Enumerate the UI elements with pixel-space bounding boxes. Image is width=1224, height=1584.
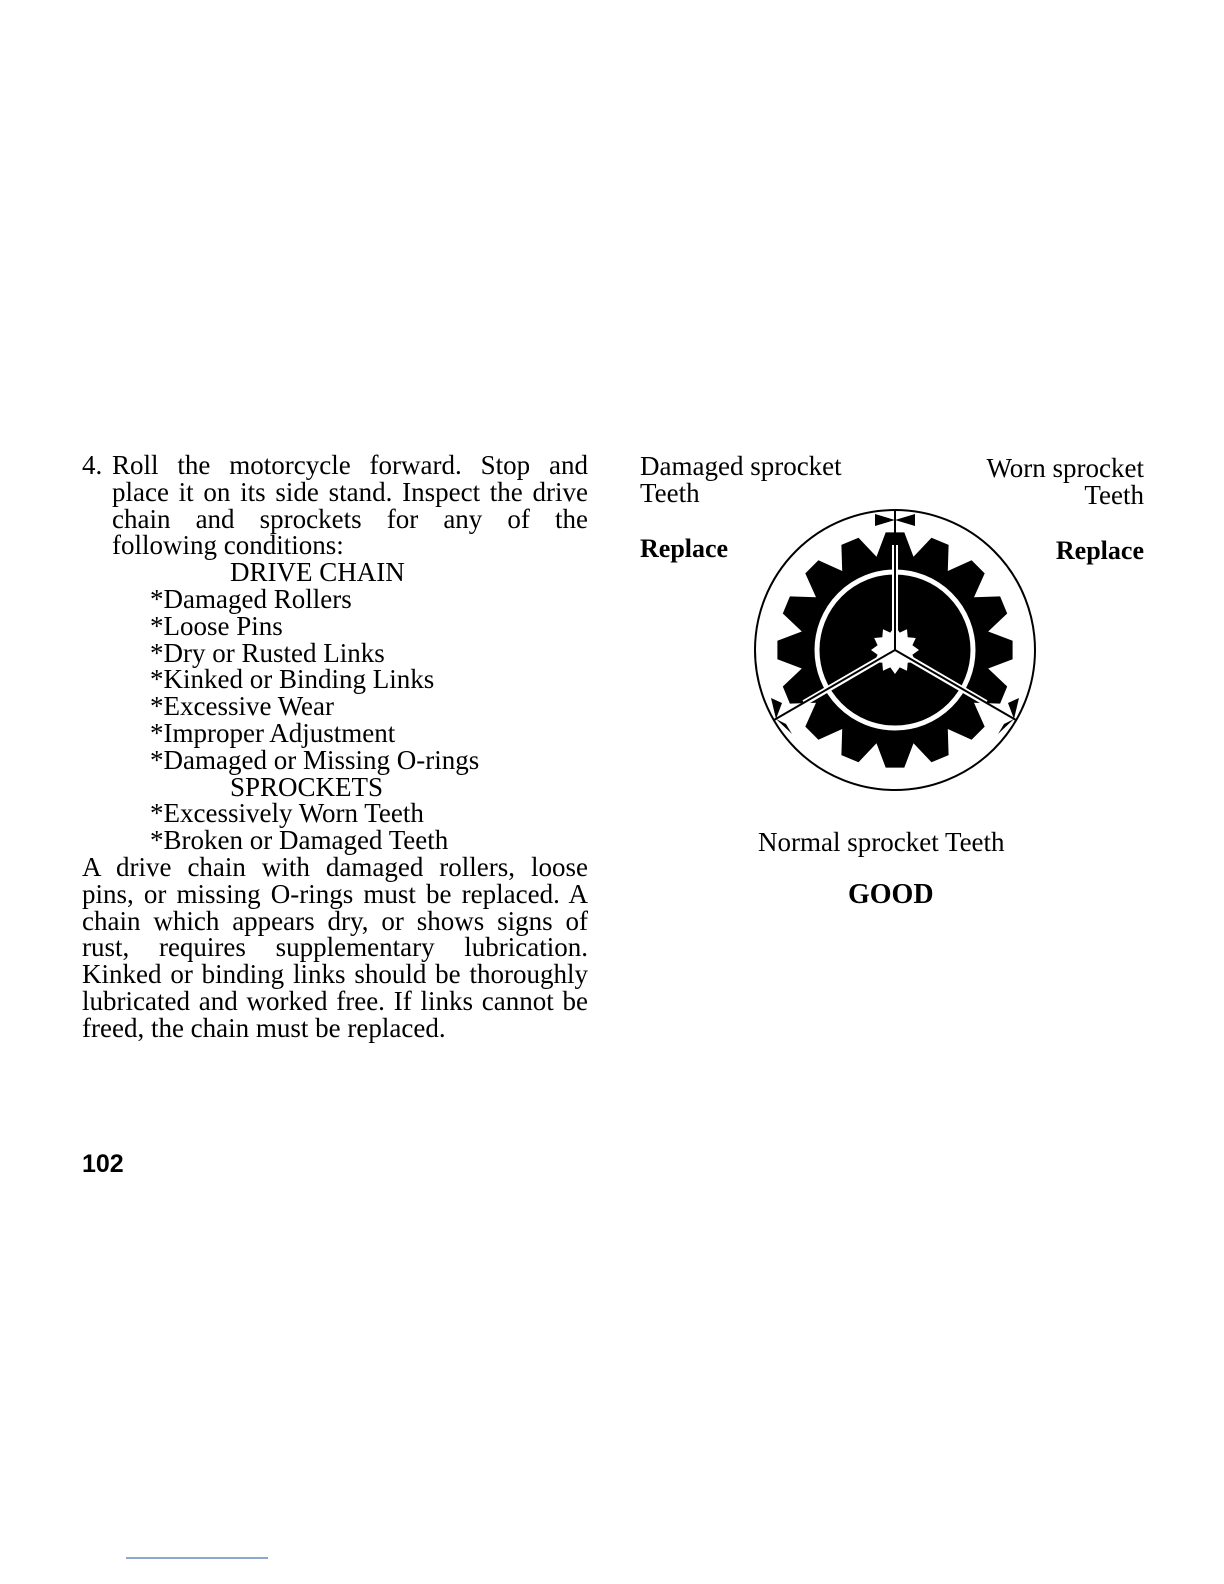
replace-right-label: Replace: [1055, 536, 1144, 565]
good-label: GOOD: [848, 879, 934, 910]
sprocket-item: *Excessively Worn Teeth: [150, 798, 424, 829]
drive-chain-item: *Damaged Rollers: [150, 583, 352, 614]
drive-chain-item: *Improper Adjustment: [150, 717, 396, 748]
damaged-sprocket-label: [640, 453, 842, 507]
sprocket-illustration: [740, 505, 1050, 805]
instructions-column: [82, 452, 588, 1042]
arrowhead-top-right: [895, 514, 915, 526]
drive-chain-item: *Damaged or Missing O-rings: [150, 744, 480, 775]
normal-sprocket-label: Normal sprocket Teeth: [758, 827, 1005, 857]
drive-chain-item: *Dry or Rusted Links: [150, 637, 385, 668]
worn-sprocket-label: [986, 455, 1144, 509]
step-4: [82, 452, 588, 559]
sprocket-drawing: [755, 510, 1035, 790]
step-number: 4.: [82, 450, 103, 480]
page-number: 102: [82, 1150, 124, 1178]
footer-rule: [126, 1557, 268, 1559]
drive-chain-item: *Kinked or Binding Links: [150, 664, 435, 695]
drive-chain-item: *Excessive Wear: [150, 691, 335, 722]
arrowhead-top-left: [875, 514, 895, 526]
sprockets-heading: SPROCKETS: [230, 771, 384, 802]
drive-chain-heading: DRIVE CHAIN: [230, 557, 405, 588]
step-intro-text: Roll the motorcycle forward. Stop and place it on its side stand. Inspect the drive chain and sprockets for any of the following conditions:: [112, 450, 588, 561]
worn-label-line1: Worn sprocket: [986, 453, 1144, 483]
chain-guidance-paragraph: A drive chain with damaged rollers, loose pins, or missing O-rings must be replaced. A chain which appears dry, or shows signs of rust, requires supplementary lubrication. Kinked or binding links should be thoroughly lubricated and worked free. If links cannot be freed, the chain must be replaced.: [82, 851, 588, 1043]
sprocket-item: *Broken or Damaged Teeth: [150, 825, 449, 856]
replace-left-label: Replace: [640, 534, 729, 563]
worn-label-line2: Teeth: [1084, 480, 1144, 510]
damaged-label-line1: Damaged sprocket: [640, 451, 842, 481]
damaged-label-line2: Teeth: [640, 478, 700, 508]
drive-chain-item: *Loose Pins: [150, 610, 283, 641]
